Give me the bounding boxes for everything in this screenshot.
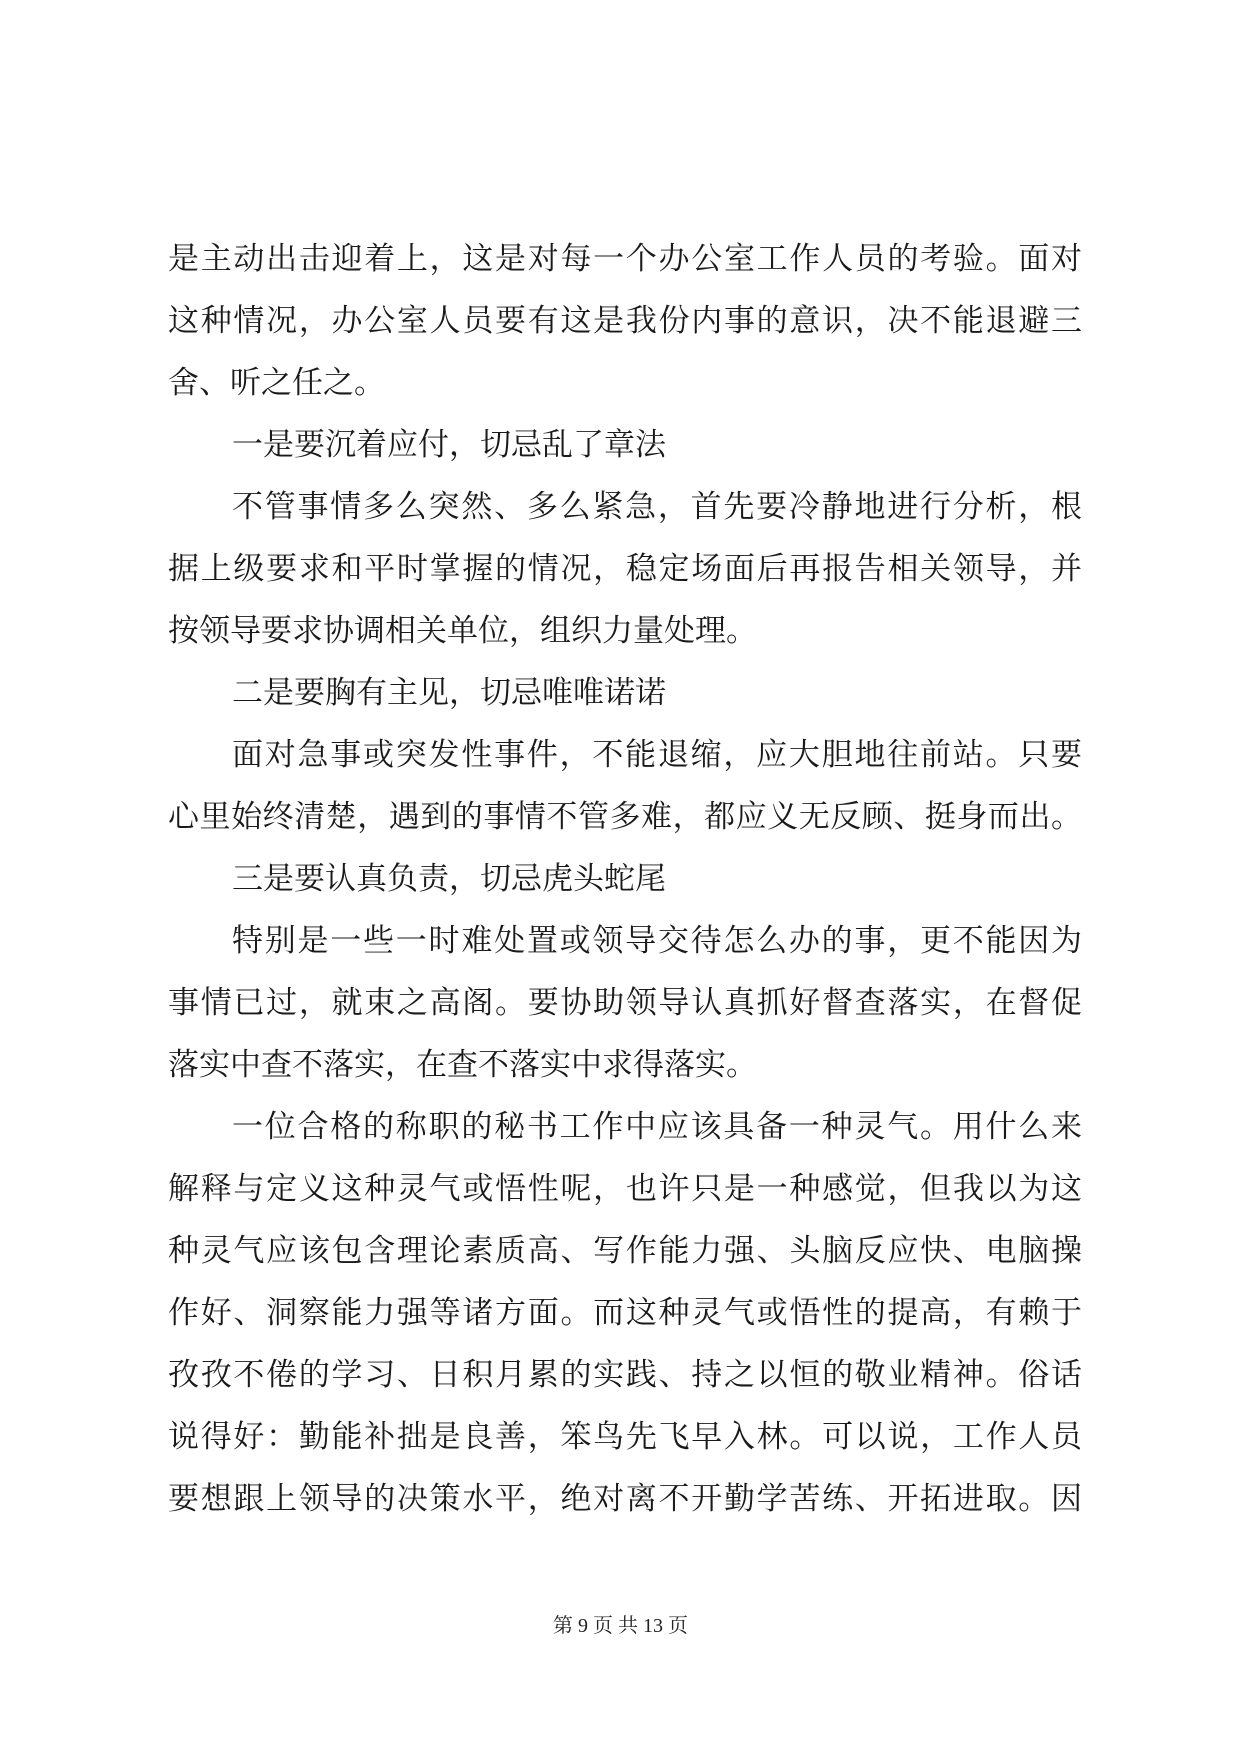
page-number-footer: 第 9 页 共 13 页	[553, 1615, 688, 1637]
text-line: 解释与定义这种灵气或悟性呢，也许只是一种感觉，但我以为这	[168, 1171, 1082, 1207]
text-line: 一位合格的称职的秘书工作中应该具备一种灵气。用什么来	[232, 1109, 1082, 1145]
text-line: 据上级要求和平时掌握的情况，稳定场面后再报告相关领导，并	[168, 551, 1082, 587]
text-line: 事情已过，就束之高阁。要协助领导认真抓好督查落实，在督促	[168, 985, 1082, 1021]
text-line: 心里始终清楚，遇到的事情不管多难，都应义无反顾、挺身而出。	[168, 799, 1082, 835]
section-heading: 三是要认真负责，切忌虎头蛇尾	[232, 861, 666, 897]
text-line: 落实中查不落实，在查不落实中求得落实。	[168, 1047, 757, 1083]
text-line: 是主动出击迎着上，这是对每一个办公室工作人员的考验。面对	[168, 241, 1082, 277]
text-line: 作好、洞察能力强等诸方面。而这种灵气或悟性的提高，有赖于	[168, 1295, 1082, 1331]
text-line: 说得好：勤能补拙是良善，笨鸟先飞早入林。可以说，工作人员	[168, 1419, 1082, 1455]
text-line: 这种情况，办公室人员要有这是我份内事的意识，决不能退避三	[168, 303, 1082, 339]
text-line: 面对急事或突发性事件，不能退缩，应大胆地往前站。只要	[232, 737, 1082, 773]
section-heading: 二是要胸有主见，切忌唯唯诺诺	[232, 675, 666, 711]
text-line: 按领导要求协调相关单位，组织力量处理。	[168, 613, 757, 649]
section-heading: 一是要沉着应付，切忌乱了章法	[232, 427, 666, 463]
text-line: 孜孜不倦的学习、日积月累的实践、持之以恒的敬业精神。俗话	[168, 1357, 1082, 1393]
text-line: 种灵气应该包含理论素质高、写作能力强、头脑反应快、电脑操	[168, 1233, 1082, 1269]
text-line: 特别是一些一时难处置或领导交待怎么办的事，更不能因为	[232, 923, 1082, 959]
text-line: 不管事情多么突然、多么紧急，首先要冷静地进行分析，根	[232, 489, 1082, 525]
body-text	[168, 228, 1082, 1530]
text-line: 舍、听之任之。	[168, 365, 385, 401]
text-line: 要想跟上领导的决策水平，绝对离不开勤学苦练、开拓进取。因	[168, 1481, 1082, 1517]
